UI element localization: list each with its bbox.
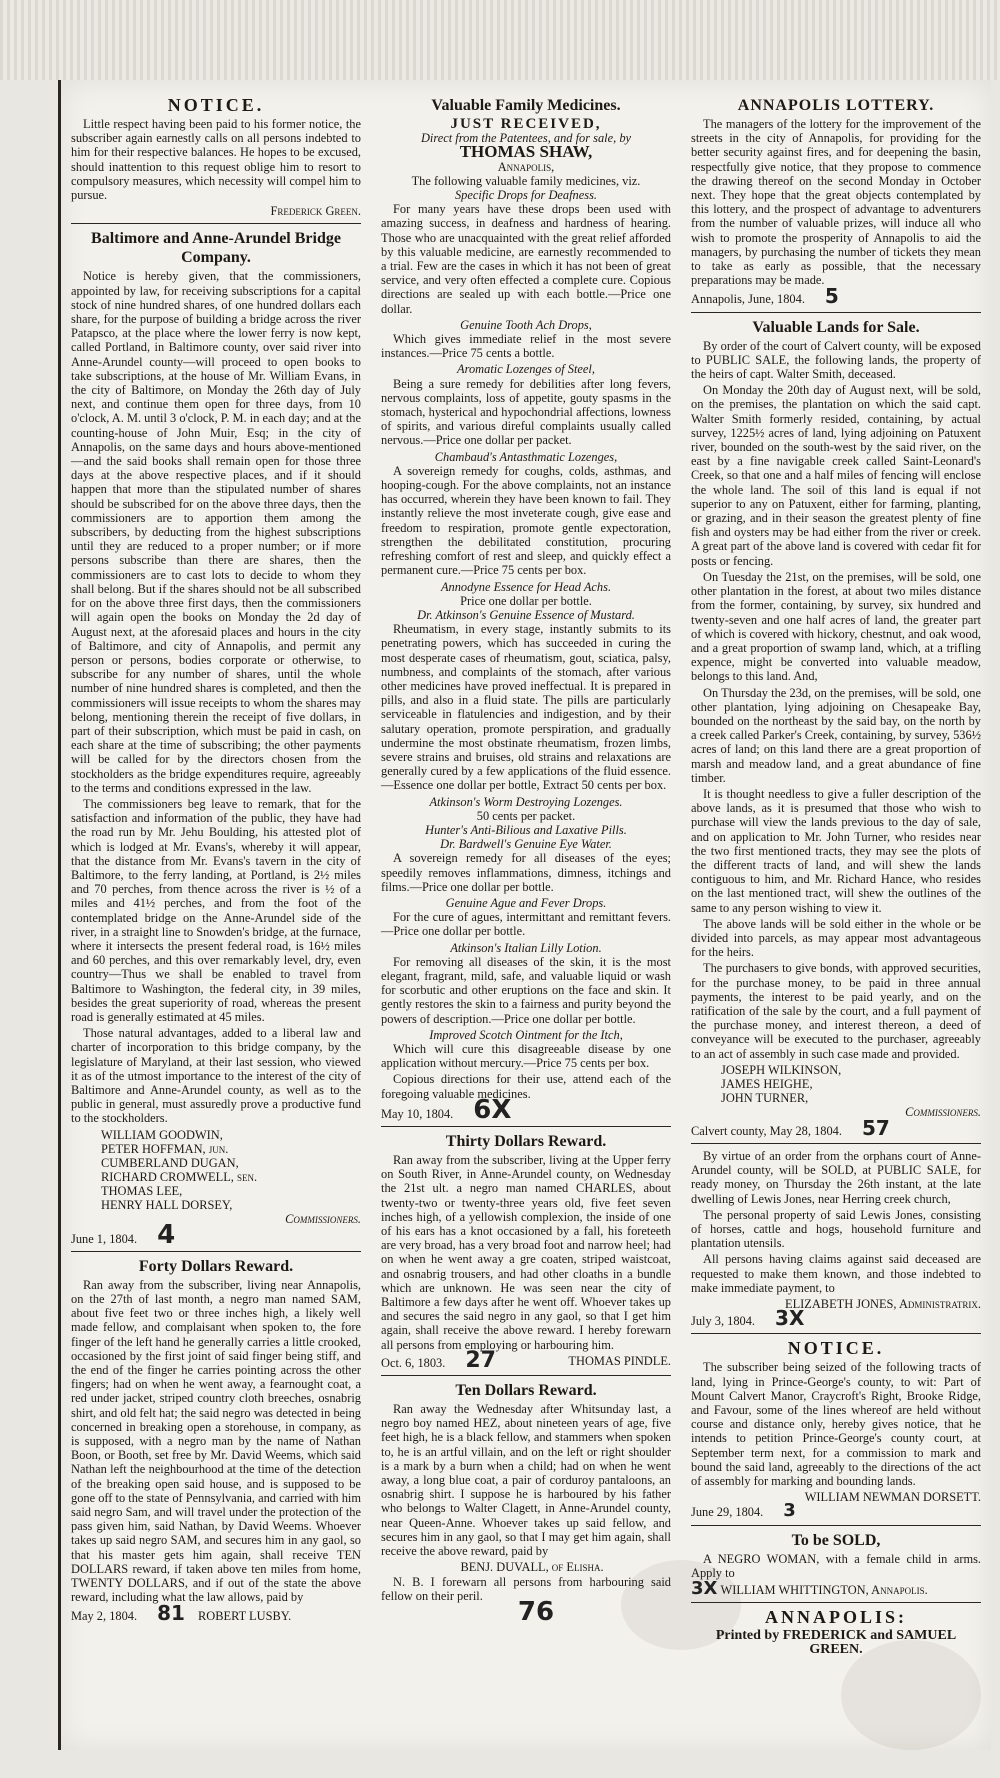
divider [381,1126,671,1127]
notice-text: Little respect having been paid to his former notice, the subscriber again earnestly calls on all persons indebted to him for their respective balances. He hopes to be excused, should inattention to this request oblige him to resort to compulsory measures, which necessity will compel him to pursue. [71,117,361,203]
medicine-text: A sovereign remedy for coughs, colds, asthmas, and hooping-cough. For the above complaints, not an instance has occurred, wherein they have been known to fail. They instantly relieve the most inveterate cough, give ease and freedom to respiration, promote gentle expectoration, strengthen the debilitated constitution, procuring refreshing comfort of rest and sleep, and quickly effect a permanent cure.—Price 75 cents per box. [381,463,671,578]
sold-footer [691,1578,981,1600]
handwritten-mark: 4 [157,1219,176,1250]
orphans-paragraph: All persons having claims against said deceased are requested to make them known, and those indebted to make immediate payment, to [691,1252,981,1295]
medicine-text: Rheumatism, in every stage, instantly submits to its penetrating powers, which has succeeded in curing the most desperate cases of rheumatism, gout, sciatica, palsy, numbness, and complaints of the stomach, after various other medicines have proved ineffectual. It is prepared in pills, and also in a fluid state. The pills are particularly serviceable in flatulencies and indigestion, and by their salutary operation, promote perspiration, and gradually undermine the most obstinate rheumatism, frozen limbs, severe strains and bruises, old strains and relaxations are generally cured by a few applications of the fluid essence.—Essence one dollar per bottle, Extract 50 cents per box. [381,622,671,793]
medicine-text: For removing all diseases of the skin, it is the most elegant, fragrant, mild, safe, and valuable liquid or wash for scorbutic and other eruptions on the face and skin. It gently restores the skin to a fairness and purity beyond the powers of description.—Price one dollar per bottle. [381,954,671,1026]
medicine-text: A sovereign remedy for all diseases of the eyes; speedily removes inflammations, dimness, itchings and films.—Price one dollar per bottle. [381,851,671,894]
handwritten-mark: 81 [157,1601,185,1626]
orphans-date [691,1306,981,1331]
scan-margin [0,0,1000,80]
handwritten-mark: 3X [775,1306,805,1331]
thirty-text: Ran away from the subscriber, living at the Upper ferry on South River, in Anne-Arundel county, on Wednesday the 21st ult. a negro man named CHARLES, about twenty-two or twenty-three years old, five feet seven inches high, of a yellowish complexion, the inside of one of his ears has a knot occasioned by a fall, his foreteeth are very broad, has a very broad foot and narrow heel; had on when he went away a gre coaten, striped waistcoat, and osnabrig trousers, and had other cloaths in a bundle which are unknown. He was seen near the city of Baltimore a few days after he went off. Whoever takes up and secures the said negro in any gaol, so that I get him again, shall receive the above reward. I hereby forewarn all persons from employing or harbouring him. [381,1153,671,1352]
lands-title: Valuable Lands for Sale. [752,318,920,336]
medicine-text: Copious directions for their use, attend each of the foregoing valuable medicines. [381,1072,671,1101]
thirty-title: Thirty Dollars Reward. [445,1133,607,1151]
notice2-signature: WILLIAM NEWMAN DORSETT. [804,1490,981,1505]
ten-nb: N. B. I forewarn all persons from harbouring said fellow on their peril. [381,1574,671,1603]
commissioner-name: JOHN TURNER, [721,1090,809,1105]
lands-commissioners [721,1063,981,1119]
notice2-title: NOTICE. [787,1338,885,1359]
sold-name: WILLIAM WHITTINGTON, Annapolis. [720,1583,928,1598]
divider [381,1375,671,1376]
orphans-paragraph: By virtue of an order from the orphans court of Anne-Arundel county, will be SOLD, at PUBLIC SALE, for ready money, on Thursday the 26th instant, at the late dwelling of Lewis Jones, near Herring creek church, [691,1149,981,1206]
divider [691,1525,981,1526]
lands-paragraph: The purchasers to give bonds, with approved securities, for the purchase money, to be paid in three annual payments, the interest to be paid yearly, and on the ratification of the sale by the court, and a full payment of the purchase money, and interest thereon, a deed of conveyance will be executed to the purchaser, agreeably to an act of assembly in such case made and provided. [691,961,981,1061]
commissioner-name: CUMBERLAND DUGAN, [101,1155,239,1170]
commissioner-name: RICHARD CROMWELL, sen. [101,1169,258,1184]
lands-paragraph: On Thursday the 23d, on the premises, will be sold, one other plantation, lying adjoining on Chesapeake Bay, bounded on the northeast by the said bay, on the north by a creek called Parker's Creek, containing, by survey, 536½ acres of land; on this land there are a great proportion of marsh and meadow land, and a great abundance of fine timber. [691,685,981,785]
bridge-title: Baltimore and Anne-Arundel Bridge Company. [91,230,341,267]
date-text: July 3, 1804. [691,1314,756,1329]
commissioners-label: Commissioners. [285,1211,361,1226]
commissioner-name: PETER HOFFMAN, jun. [101,1141,229,1156]
medicine-heading: Aromatic Lozenges of Steel, [457,362,595,377]
notice-title: NOTICE. [167,95,265,115]
commissioner-name: HENRY HALL DORSEY, [101,1197,233,1212]
sold-title: To be SOLD, [791,1531,881,1549]
lottery-text: The managers of the lottery for the improvement of the streets in the city of Annapolis, for providing for the better security against fires, and for deepening the basin, respectfully give notice, that they propose to commence the drawing thereof on the second Monday in October next. They hope that the great objects contemplated by this lottery, and the prospect of advantage to adventurers from the number of valuable prizes, will induce all who wish to promote the prosperity of Annapolis to aid the managers, by purchasing the number of tickets they mean to take as early as possible, that the necessary preparations may be made. [691,117,981,288]
lands-paragraph: On Tuesday the 21st, on the premises, will be sold, one other plantation in the forest, at about two miles distance from the former, containing, by survey, six hundred and twenty-seven and one half acres of land, the greater part of which is covered with hickory, chestnut, and oak wood, and a great proportion of swamp land, which, at a trifling expence, might be converted into valuable meadow, belongs to this land. And, [691,569,981,684]
medicine-heading: Annodyne Essence for Head Achs. [440,579,612,594]
seller-name: THOMAS SHAW, [459,142,593,162]
orphans-paragraph: The personal property of said Lewis Jones, consisting of horses, cattle and hogs, household furniture and plantation utensils. [691,1207,981,1251]
handwritten-mark: 6X [473,1094,512,1125]
seller-place: Annapolis, [497,159,555,174]
date-text: June 1, 1804. [71,1231,138,1246]
bridge-paragraph: Notice is hereby given, that the commissioners, appointed by law, for receiving subscriptions for a capital stock of nine hundred shares, of one hundred dollars each share, for the purpose of building a bridge across the river Patapsco, at the place where the lower ferry is now kept, called Portland, in Baltimore county, over said river into Anne-Arundel county—will proceed to open books to take subscriptions, at the house of Mr. William Evans, in the city of Baltimore, on Monday the 26th day of July next, and continue them open for three days, from 10 o'clock, A. M. until 3 o'clock, P. M. in each day; and at the counting-house of John Muir, Esq; in the city of Annapolis, on the same days and hours above-mentioned—and the said books shall remain open for those three days at the above respective places, and if it should happen that more than the stipulated number of shares should be subscribed for on the above three days, then the commissioners are to apportion them among the subscribers, by deducting from the highest subscriptions until they are reduced to a proper number; or if more persons subscribe than there are shares, then the commissioners are to cast lots to decide to whom they shall belong. But if the shares should not be all subscribed for on the above three first days, then the commissioners will again open the books on Monday the 2d day of August next, at the aforesaid places and hours in the city of Baltimore, and city of Annapolis, and permit any person or persons, bodies corporate or otherwise, to subscribe for any number of shares, until the whole number of nine hundred shares is completed, and then the commissioners will issue receipts to whom the shares may belong, mentioning therein the receipt of five dollars, in part of their subscription, which must be paid in cash, on each share at the time of subscribing; the other payments will be called for by the directors chosen from the stockholders as the bridge expenditures require, agreeably to the terms and conditions expressed in the law. [71,269,361,795]
forty-title: Forty Dollars Reward. [138,1257,294,1275]
date-text: May 10, 1804. [381,1106,454,1121]
medicine-text: Which gives immediate relief in the most severe instances.—Price 75 cents a bottle. [381,332,671,361]
medicine-heading: Chambaud's Antasthmatic Lozenges, [434,449,618,464]
forty-signature: ROBERT LUSBY. [198,1609,292,1624]
commissioner-name: THOMAS LEE, [101,1183,183,1198]
handwritten-mark: 57 [861,1115,890,1140]
medicine-heading: Dr. Bardwell's Genuine Eye Water. [440,837,612,852]
medicines-date [381,1094,671,1125]
handwritten-mark: 27 [465,1347,496,1373]
handwritten-mark: 76 [517,1596,555,1627]
divider [691,312,981,313]
medicines-title: Valuable Family Medicines. [431,97,621,114]
date-text: Annapolis, June, 1804. [691,292,805,307]
bridge-date [71,1219,361,1250]
lands-paragraph: The above lands will be sold either in the whole or be divided into parcels, as may appear most advantageous for the heirs. [691,916,981,960]
handwritten-mark: 3X [691,1578,718,1600]
medicines-intro: The following valuable family medicines, viz. [411,173,641,188]
notice2-text: The subscriber being seized of the following tracts of land, lying in Prince-George's county, to wit: Part of Mount Calvert Manor, Craycroft's Right, Brooke Ridge, and Favour, some of the lines whereof are held without course and distance only, hereby gives notice, that he intends to petition Prince-George's county court, at September term next, for a commission to mark and bound the said land, agreeably to the directions of the act of assembly for marking and bounding lands. [691,1360,981,1489]
medicine-heading: Genuine Ague and Fever Drops. [445,895,607,910]
direct-line: Direct from the Patentees, and for sale, by [420,131,632,146]
handwritten-mark: 3 [783,1500,796,1522]
divider [71,223,361,224]
column-2 [381,94,671,1627]
column-3 [691,94,981,1658]
lottery-title: ANNAPOLIS LOTTERY. [737,97,935,114]
medicine-text: For the cure of agues, intermittant and remittant fevers.—Price one dollar per bottle. [381,910,671,939]
medicine-text: Which will cure this disagreeable disease by one application without mercury.—Price 75 cents per box. [381,1042,671,1071]
received-heading: JUST RECEIVED, [450,116,602,132]
ten-signature: BENJ. DUVALL, of Elisha. [460,1560,604,1575]
divider [691,1333,981,1334]
thirty-signature: THOMAS PINDLE. [568,1353,671,1368]
lands-intro: By order of the court of Calvert county, will be exposed to PUBLIC SALE, the following lands, the property of the heirs of capt. Walter Smith, deceased. [691,338,981,382]
ten-title: Ten Dollars Reward. [455,1382,597,1400]
commissioner-name: JOSEPH WILKINSON, [721,1062,842,1077]
bridge-paragraph: The commissioners beg leave to remark, that for the satisfaction and information of the public, they have had the road run by Mr. Jehu Boulding, his attested plot of which is lodged at Mr. Evans's, whereby it will appear, that the distance from Mr. Evans's tavern in the city of Baltimore, to the ferry landing, at Portland, is 2½ miles and 70 perches, from thence across the river is ½ of a miles and 41½ perches, and from the foot of the contemplated bridge on the Anne-Arundel side of the river, in a straight line to Snowden's bridge, at the furnace, where it intersects the present federal road, is 16½ miles and 60 perches, and this over remarkably level, dry, even country—Thus we shall be enabled to travel from Baltimore to Washington, the federal city, in 39 miles, besides the great superiority of road, whereas the present road is generally estimated at 45 miles. [71,796,361,1024]
handwritten-mark: 5 [824,284,839,309]
medicine-heading: Atkinson's Worm Destroying Lozenges. [429,794,623,809]
commissioner-name: WILLIAM GOODWIN, [101,1127,223,1142]
date-text: Calvert county, May 28, 1804. [691,1123,842,1138]
thirty-footer [381,1347,671,1373]
date-text: June 29, 1804. [691,1505,764,1520]
bridge-paragraph: Those natural advantages, added to a liberal law and charter of incorporation to this bridge company, by the legislature of Maryland, at their last session, who viewed it as of the utmost importance to the interest of the city of Baltimore and Anne-Arundel county, as well as to the public in general, must assuredly prove a productive fund to the stockholders. [71,1026,361,1126]
notice2-date [691,1500,981,1522]
ten-mark-line [381,1596,671,1627]
medicine-text: Being a sure remedy for debilities after long fevers, nervous complaints, loss of appetite, gouty spasms in the stomach, hysterical and hypochondrial affections, lowness of spirits, and various direful complaints usually called nervous.—Price one dollar per packet. [381,376,671,448]
forty-footer [71,1601,361,1626]
commissioners-label: Commissioners. [905,1104,981,1119]
date-text: Oct. 6, 1803. [381,1355,446,1370]
medicine-heading: Hunter's Anti-Bilious and Laxative Pills. [425,822,627,837]
forty-text: Ran away from the subscriber, living near Annapolis, on the 27th of last month, a negro man named SAM, about five feet two or three inches high, a likely well made fellow, and complaisant when spoken to, the fore finger of the left hand he generally carries a little crooked, occasioned by the first joint of said finger being stiff, and the end of the finger he carries pointing across the other fingers; had on when he went away, a fearnought coat, a red under jacket, striped country cloth breeches, osnabrig shirt, and old felt hat; the said negro was detected in being concerned in breaking open a storehouse, in company, as is supposed, with a negro man by the name of Nathan Boon, or Booth, set free by Mr. David Weems, which said Nathan left the neighbourhood at the time of the detection of the breaking open said house, and is supposed to be gone off to the state of Pennsylvania, and carried with him said negro Sam, and will travel under the protection of the pass given him, said Nathan, by David Weems. Whoever takes up said negro SAM, and secures him in any gaol, so that his master gets him again, shall receive TEN DOLLARS reward, if taken above ten miles from home, TWENTY DOLLARS, and if out of the state the above reward, including what the law allows, paid by [71,1277,361,1605]
medicine-heading: Genuine Tooth Ach Drops, [460,317,592,332]
lands-date [691,1115,981,1140]
divider [71,1251,361,1252]
divider [691,1143,981,1144]
lands-paragraph: On Monday the 20th day of August next, will be sold, on the premises, the plantation on which the said capt. Walter Smith formerly resided, containing, by actual survey, 1225½ acres of land, lying adjoining on Patuxent river, bounded on the south-west by the said river, on the east by a fine navigable creek called Saint-Leonard's Creek, so that one and a half miles of fencing will enclose the whole land. The soil of this land is equal if not superior to any on Patuxent, either for farming, planting, or grazing, and in their season the greatest plenty of fine fish and oysters may be had either from the river or creek. A great part of the above land is covered with cedar fit for posts or fencing. [691,383,981,568]
medicine-text: 50 cents per packet. [476,808,576,823]
imprint-title: ANNAPOLIS: [764,1607,907,1628]
newspaper-page [58,80,991,1750]
medicine-text: For many years have these drops been used with amazing success, in deafness and hardness of hearing. Those who are unacquainted with the great relief afforded by this valuable medicine, are earnestly recommended to a trial. Few are the cases in which it has not been of great service, and very often effected a complete cure. Copious directions are sealed up with each bottle.—Price one dollar. [381,202,671,316]
medicine-heading: Dr. Atkinson's Genuine Essence of Mustard. [417,607,635,622]
commissioner-name: JAMES HEIGHE, [721,1076,813,1091]
imprint-line: Printed by FREDERICK and SAMUEL GREEN. [715,1628,957,1658]
column-1 [71,94,361,1626]
orphans-signature: ELIZABETH JONES, Administratrix. [785,1297,981,1312]
lands-paragraph: It is thought needless to give a fuller description of the above lands, as it is presumed that those who wish to purchase will view the lands previous to the day of sale, and on application to Mr. John Turner, who resides near the two first mentioned tracts, they may see the plots of the different tracts of land, and will shew the lands contiguous to him, and Mr. Richard Hance, who resides on the last mentioned tract, will shew the outlines of the same to any person wishing to view it. [691,786,981,915]
lottery-date [691,284,981,309]
medicine-heading: Improved Scotch Ointment for the Itch, [429,1027,623,1042]
sold-text: A NEGRO WOMAN, with a female child in arms. Apply to [691,1551,981,1580]
medicine-heading: Specific Drops for Deafness. [454,188,597,203]
divider [691,1602,981,1603]
medicine-text: Price one dollar per bottle. [460,593,592,608]
notice-signature: Frederick Green. [270,204,361,219]
date-text: May 2, 1804. [71,1609,138,1624]
ten-text: Ran away the Wednesday after Whitsunday last, a negro boy named HEZ, about nineteen years of age, five feet high, he is a black fellow, and stammers when spoken to, he is an artful villain, and on the left or right shoulder is a mark by a burn when a child; had on when he went away, a long blue coat, a pair of corduroy pantaloons, an osnabrig shirt. I suppose he is harboured by his father who belongs to Walter Clagett, in Anne-Arundel county, near Queen-Anne. Whoever takes up said fellow, and secures him in any gaol, so that I may get him again, shall receive the above reward, paid by [381,1402,671,1559]
medicine-heading: Atkinson's Italian Lilly Lotion. [450,940,602,955]
bridge-commissioners [101,1128,361,1226]
